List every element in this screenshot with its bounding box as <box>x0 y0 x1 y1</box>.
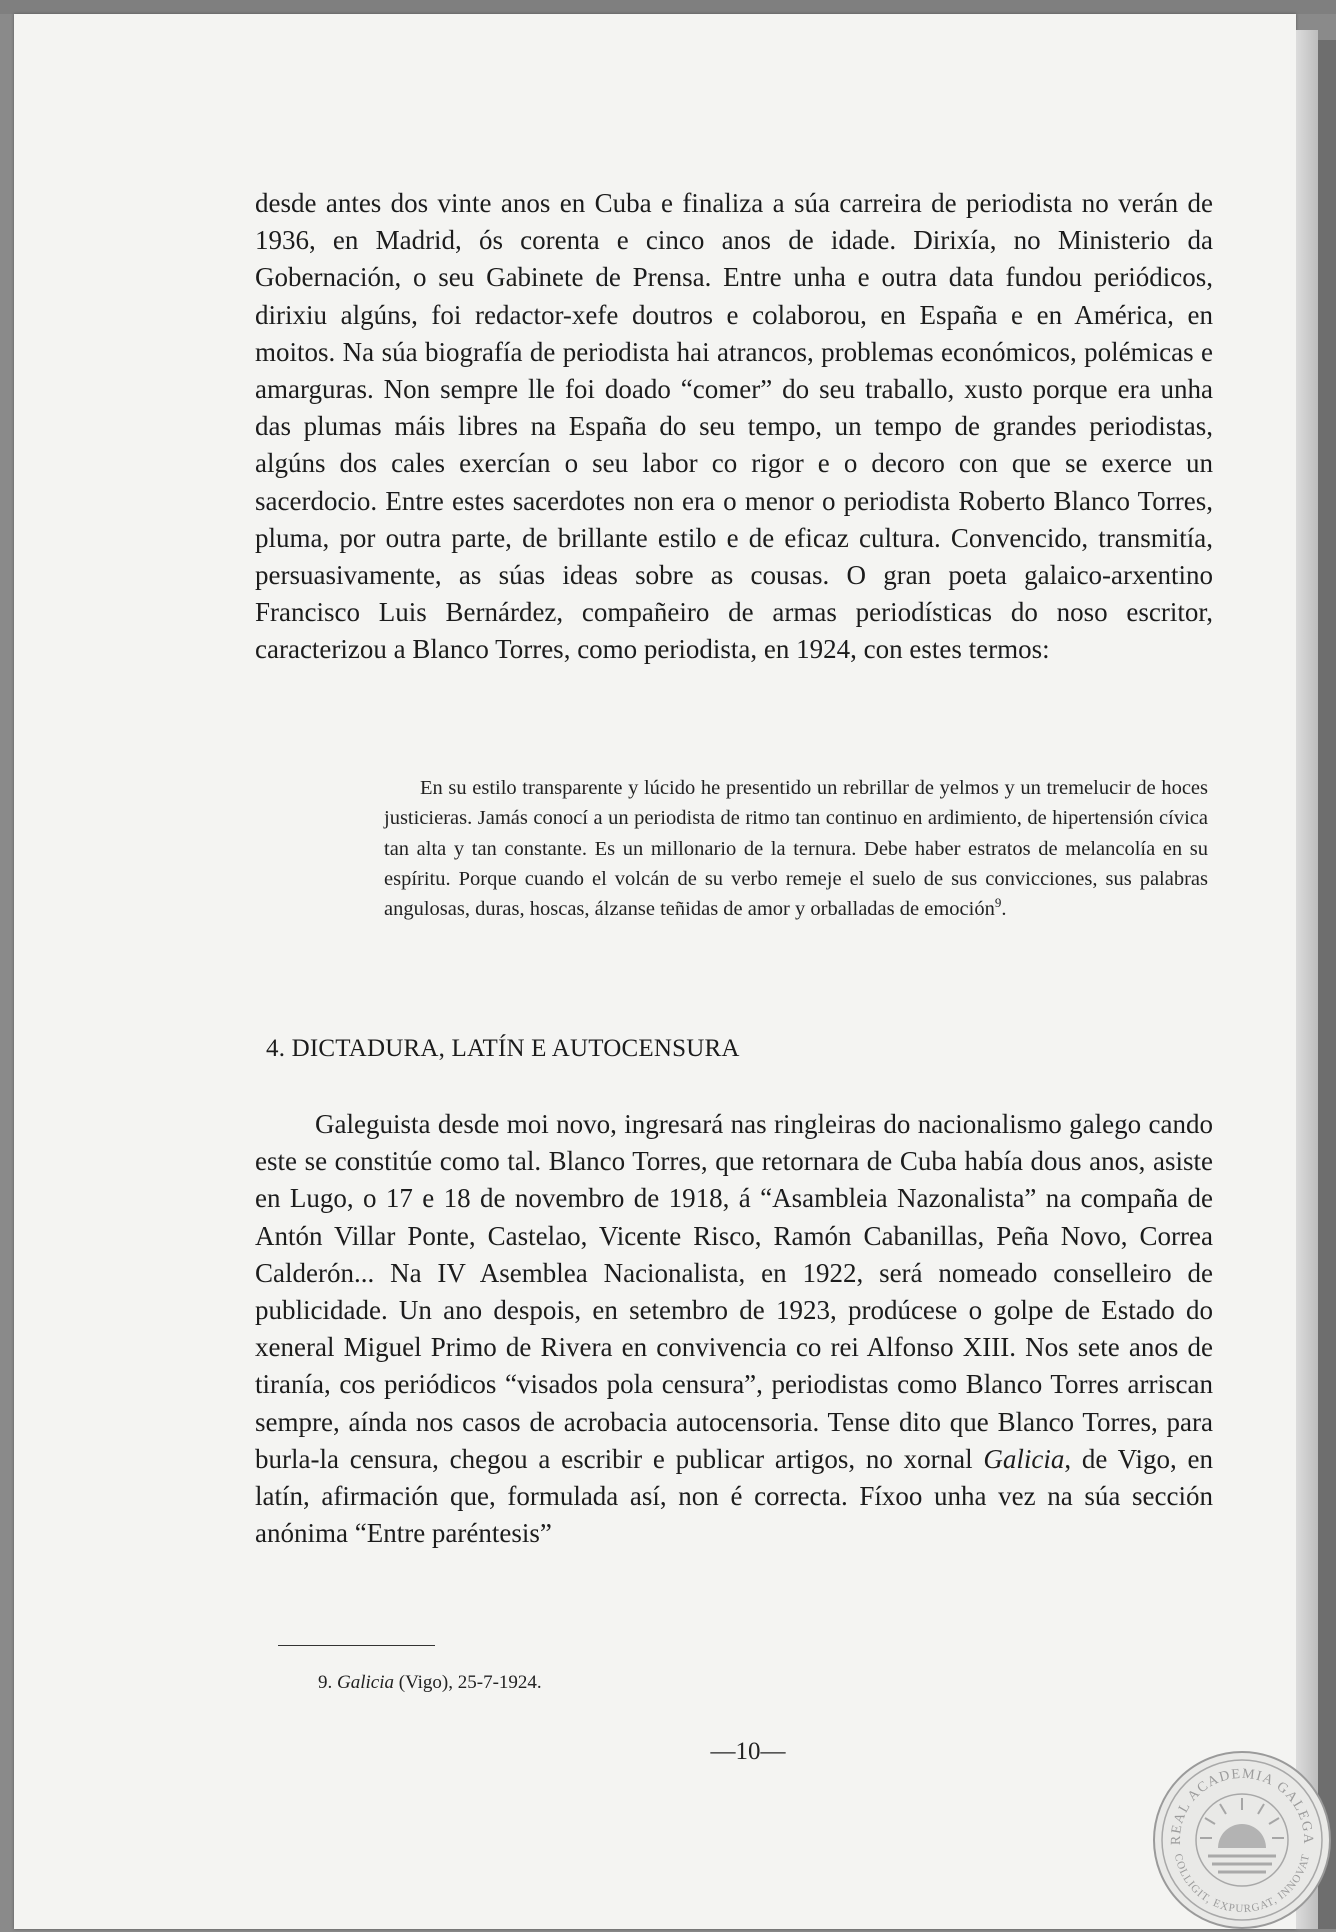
body-text-block-1 <box>255 185 1213 669</box>
academy-seal-stamp <box>1150 1748 1334 1932</box>
paragraph-2-text-b: , de Vigo, en latín, afirmación que, formulada así, non é correcta. Fíxoo unha vez na súa sección anónima “Entre paréntesis” <box>255 1443 1213 1549</box>
quote-text: En su estilo transparente y lúcido he presentido un rebrillar de yelmos y un tremelucir de hoces justicieras. Jamás conocí a un periodista de ritmo tan continuo en ardimiento, de hipertensión cívica tan alta y tan constante. Es un millonario de la ternura. Debe haber estratos de melancolía en su espíritu. Porque cuando el volcán de su verbo remeje el suelo de sus convicciones, sus palabras angulosas, duras, hoscas, álzanse teñidas de amor y orballadas de emoción <box>384 777 1208 921</box>
newspaper-title: Galicia <box>983 1443 1065 1474</box>
quote-paragraph: En su estilo transparente y lúcido he presentido un rebrillar de yelmos y un tremelucir de hoces justicieras. Jamás conocí a un periodista de ritmo tan continuo en ardimiento, de hipertensión cívica tan alta y tan constante. Es un millonario de la ternura. Debe haber estratos de melancolía en su espíritu. Porque cuando el volcán de su verbo remeje el suelo de sus convicciones, sus palabras angulosas, duras, hoscas, álzanse teñidas de amor y orballadas de emoción$^9$. <box>384 777 1208 921</box>
page-edge-shadow <box>1318 40 1336 1929</box>
footnote-number: 9. <box>318 1672 333 1693</box>
footnote-detail: (Vigo), 25-7-1924. <box>394 1672 542 1693</box>
paragraph-2 <box>255 1106 1213 1552</box>
footnote <box>318 1672 542 1694</box>
footnote-reference: 9 <box>994 895 1002 911</box>
page-edge <box>1296 30 1318 1929</box>
page-number: —10— <box>710 1738 786 1765</box>
seal-text-bottom: COLLIGIT, EXPURGAT, INNOVAT <box>1171 1852 1313 1916</box>
scan-background <box>0 0 1336 14</box>
paragraph-1: desde antes dos vinte anos en Cuba e finaliza a súa carreira de periodista no verán de 1936, en Madrid, ós corenta e cinco anos de idade. Dirixía, no Ministerio da Gobernación, o seu Gabinete de Prensa. Entre unha e outra data fundou periódicos, dirixiu algúns, foi redactor-xefe doutros e colaborou, en España e en América, en moitos. Na súa biografía de periodista hai atrancos, problemas económicos, polémicas e amarguras. Non sempre lle foi doado “comer” do seu traballo, xusto porque era unha das plumas máis libres na España do seu tempo, un tempo de grandes periodistas, algúns dos cales exercían o seu labor co rigor e o decoro con que se exerce un sacerdocio. Entre estes sacerdotes non era o menor o periodista Roberto Blanco Torres, pluma, por outra parte, de brillante estilo e de eficaz cultura. Convencido, transmitía, persuasivamente, as súas ideas sobre as cousas. O gran poeta galaico-arxentino Francisco Luis Bernárdez, compañeiro de armas periodísticas do noso escritor, caracterizou a Blanco Torres, como periodista, en 1924, con estes termos: <box>255 188 1213 665</box>
paragraph-2-text-a: Galeguista desde moi novo, ingresará nas ringleiras do nacionalismo galego cando este se constitúe como tal. Blanco Torres, que retornara de Cuba había dous anos, asiste en Lugo, o 17 e 18 de novembro de 1918, á “Asambleia Nazonalista” na compaña de Antón Villar Ponte, Castelao, Vicente Risco, Ramón Cabanillas, Peña Novo, Correa Calderón... Na IV Asemblea Nacionalista, en 1922, será nomeado conselleiro de publicidade. Un ano despois, en setembro de 1923, prodúcese o golpe de Estado do xeneral Miguel Primo de Rivera en convivencia co rei Alfonso XIII. Nos sete anos de tiranía, cos periódicos “visados pola censura”, periodistas como Blanco Torres arriscan sempre, aínda nos casos de acrobacia autocensoria. Tense dito que Blanco Torres, para burla-la censura, chegou a escribir e publicar artigos, no xornal <box>255 1109 1213 1474</box>
seal-text-top: REAL ACADEMIA GALEGA <box>1168 1766 1316 1846</box>
footnote-divider <box>278 1645 435 1646</box>
block-quote <box>384 773 1208 924</box>
section-heading: 4. DICTADURA, LATÍN E AUTOCENSURA <box>266 1035 740 1062</box>
body-text-block-2 <box>255 1106 1213 1552</box>
footnote-source: Galicia <box>337 1672 394 1693</box>
